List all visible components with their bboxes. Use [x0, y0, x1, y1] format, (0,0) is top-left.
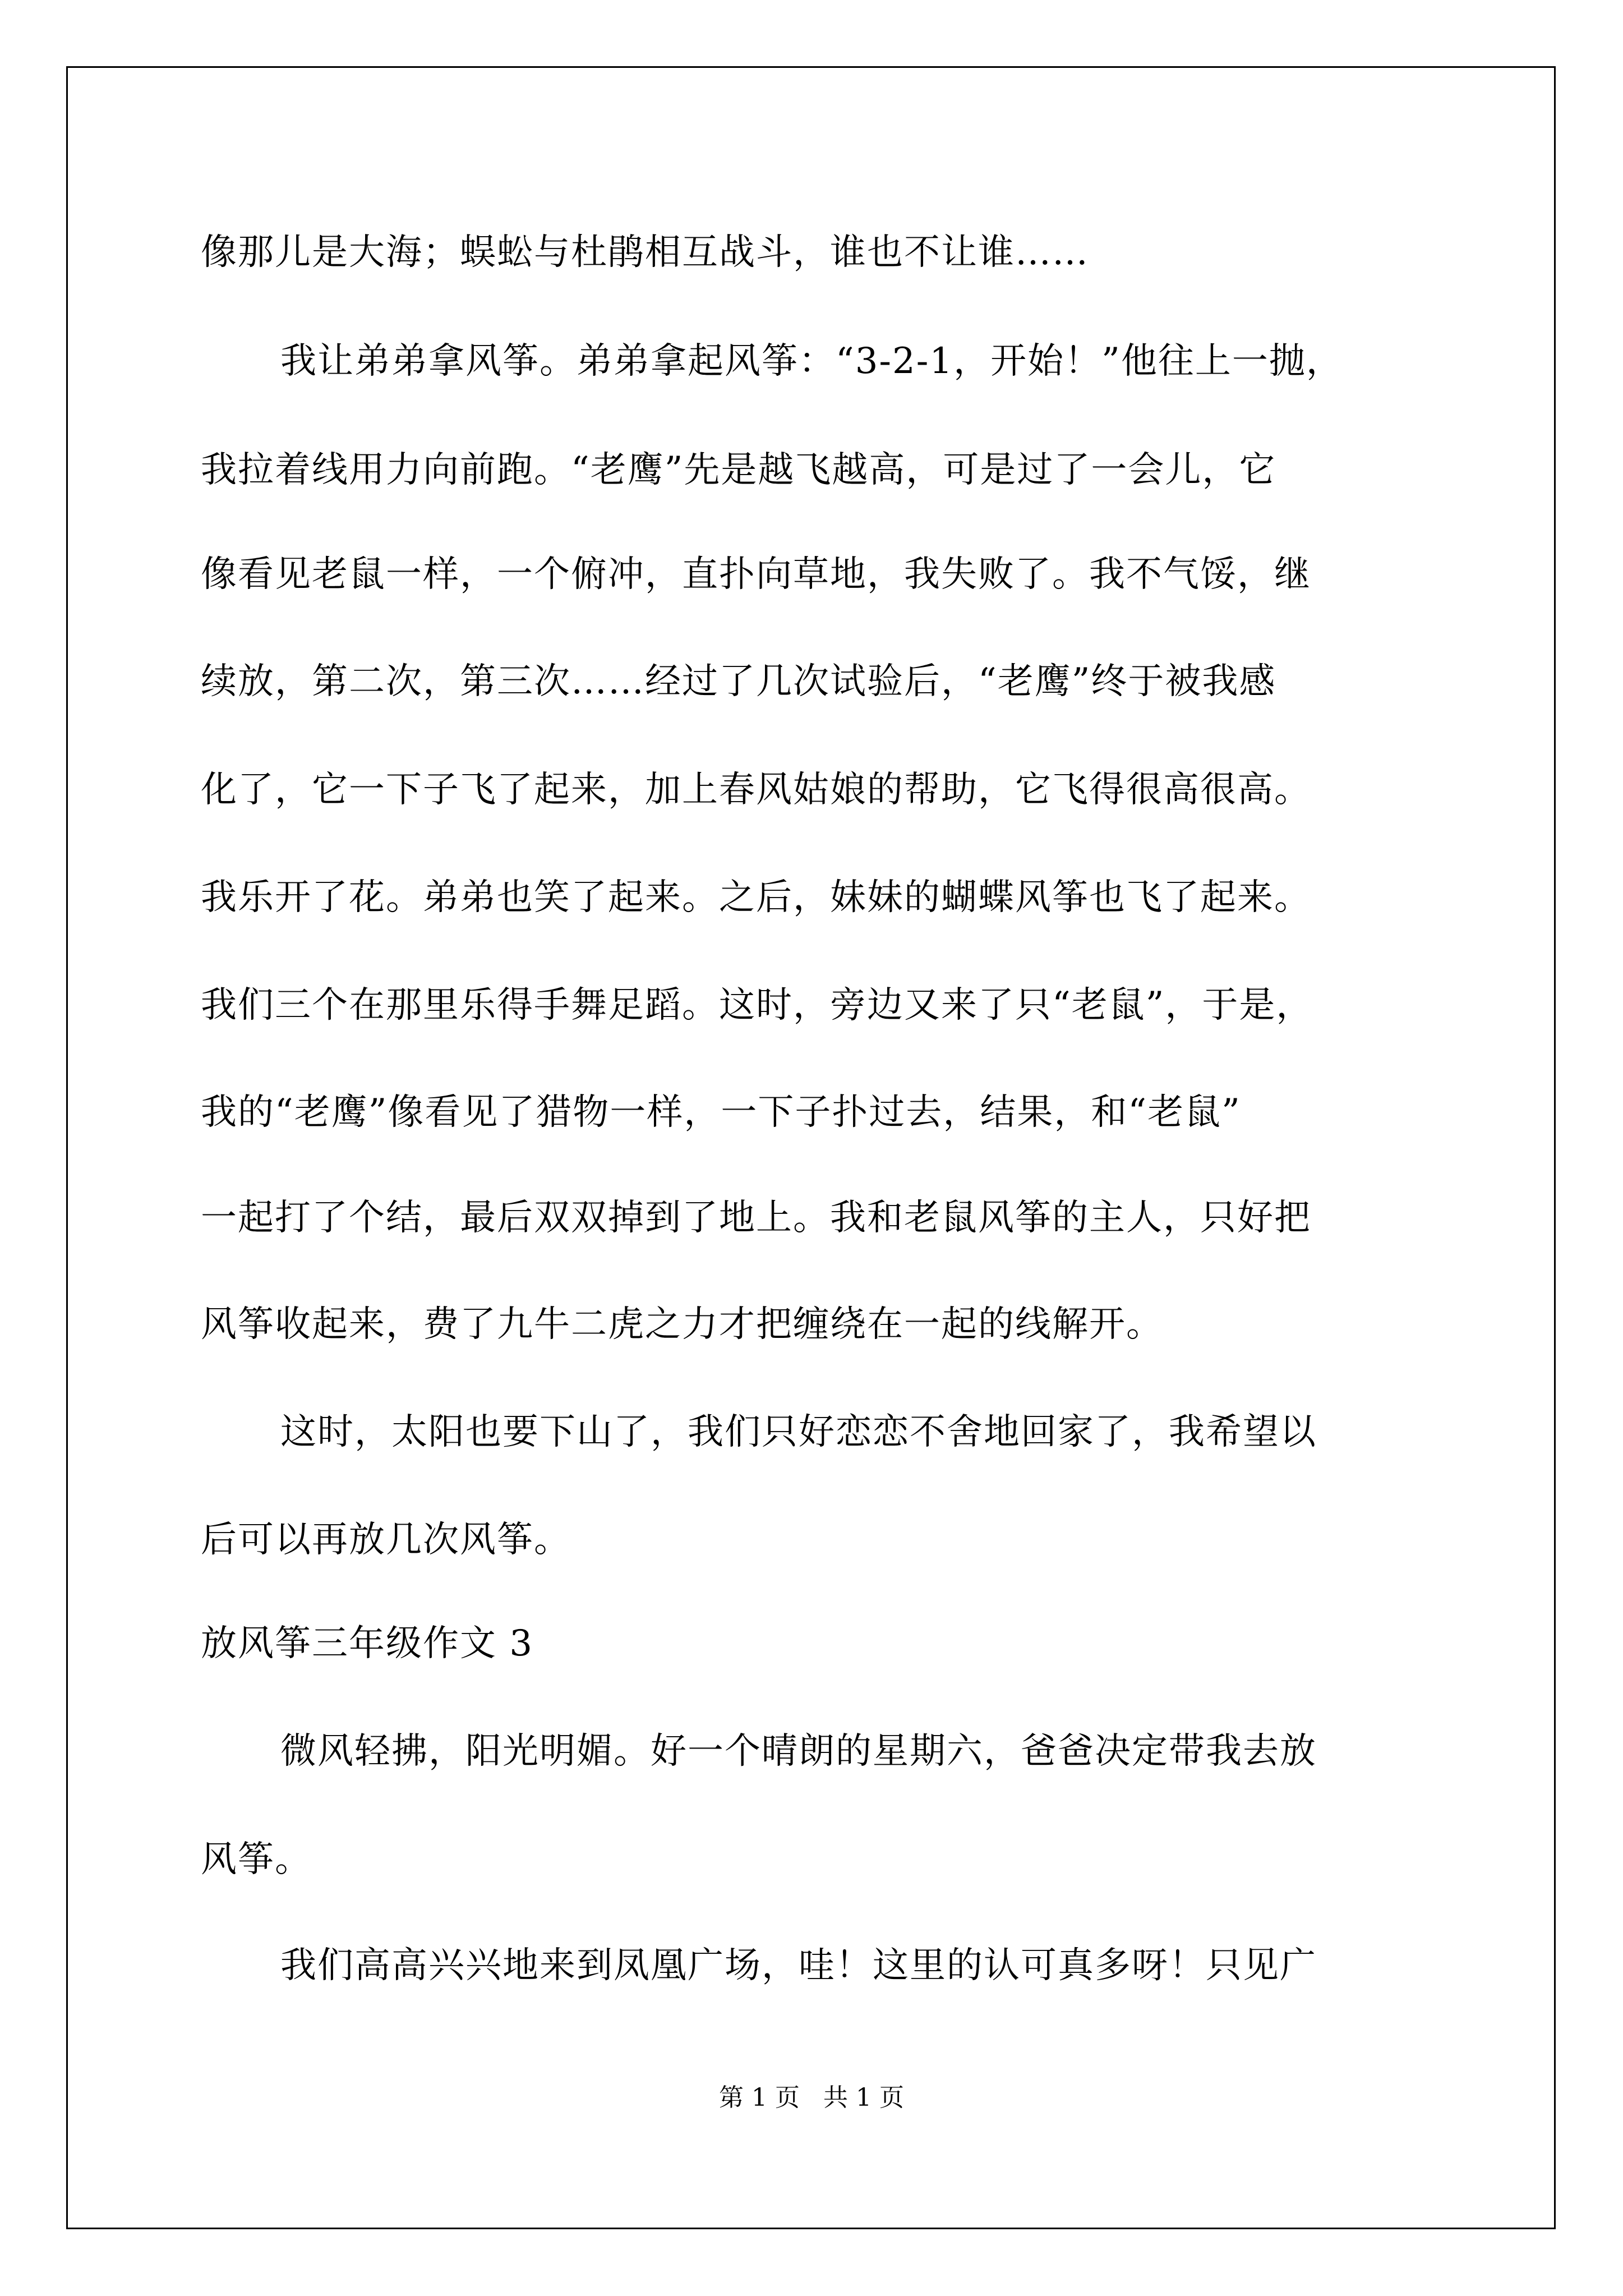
text-line: 续放，第二次，第三次……经过了几次试验后，“老鹰”终于被我感 — [201, 661, 1276, 702]
text-line: 我乐开了花。弟弟也笑了起来。之后，妹妹的蝴蝶风筝也飞了起来。 — [201, 877, 1311, 918]
text-line: 化了，它一下子飞了起来，加上春风姑娘的帮助，它飞得很高很高。 — [201, 769, 1311, 811]
section-heading: 放风筝三年级作文 3 — [201, 1623, 534, 1664]
text-line: 我们高高兴兴地来到凤凰广场，哇！这里的认可真多呀！只见广 — [280, 1945, 1317, 1986]
text-line: 这时，太阳也要下山了，我们只好恋恋不舍地回家了，我希望以 — [280, 1411, 1317, 1453]
text-line: 微风轻拂，阳光明媚。好一个晴朗的星期六，爸爸决定带我去放 — [280, 1731, 1317, 1772]
page-border — [66, 66, 1556, 2229]
text-line: 我的“老鹰”像看见了猎物一样，一下子扑过去，结果，和“老鼠” — [201, 1092, 1241, 1133]
text-line: 像那儿是大海；蜈蚣与杜鹃相互战斗，谁也不让谁…… — [201, 232, 1089, 273]
text-line: 风筝收起来，费了九牛二虎之力才把缠绕在一起的线解开。 — [201, 1304, 1163, 1345]
text-line: 风筝。 — [201, 1839, 312, 1880]
text-line: 一起打了个结，最后双双掉到了地上。我和老鼠风筝的主人，只好把 — [201, 1197, 1311, 1239]
text-line: 我让弟弟拿风筝。弟弟拿起风筝：“3-2-1，开始！”他往上一抛， — [280, 341, 1343, 382]
text-line: 我们三个在那里乐得手舞足蹈。这时，旁边又来了只“老鼠”，于是， — [201, 984, 1313, 1026]
page-footer: 第 1 页 共 1 页 — [719, 2083, 904, 2112]
text-line: 我拉着线用力向前跑。“老鹰”先是越飞越高，可是过了一会儿，它 — [201, 449, 1276, 491]
text-line: 像看见老鼠一样，一个俯冲，直扑向草地，我失败了。我不气馁，继 — [201, 554, 1311, 595]
text-line: 后可以再放几次风筝。 — [201, 1519, 571, 1561]
